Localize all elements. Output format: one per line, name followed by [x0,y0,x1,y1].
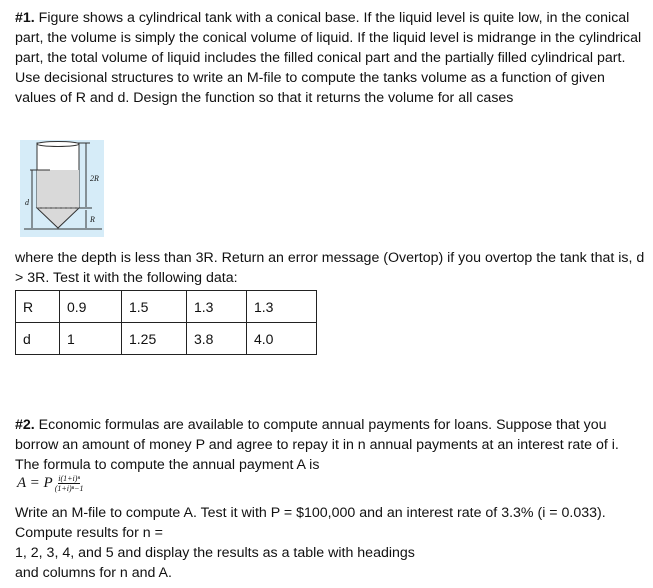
label-d: d [25,198,29,207]
problem-1-text-2: where the depth is less than 3R. Return an error message (Overtop) if you overtop the tank that is, d > 3R. Test it with the following data: [15,250,645,286]
table-cell: 1.5 [122,291,187,323]
formula-denominator: (1+i)ⁿ−1 [54,484,84,493]
table-cell: 4.0 [247,323,317,355]
problem-2-text [15,415,645,475]
problem-1-instructions: Use decisional structures to write an M-file to compute the tanks volume as a function of given values of R and d. Design the function so that it returns the volume for all cases [15,70,605,106]
payment-formula [17,474,84,493]
problem-1-body: Figure shows a cylindrical tank with a conical base. If the liquid level is quite low, in the conical part, the volume is simply the conical volume of liquid. If the liquid level is midrange in the cylindrical part, the total volume of liquid includes the filled conical part and the partially filled cylindrical part. [15,10,642,66]
problem-2-instructions-2: 1, 2, 3, 4, and 5 and display the results as a table with headings [15,545,415,561]
tank-figure [20,140,104,237]
problem-1-label: #1. [15,10,35,26]
table-cell: 3.8 [187,323,247,355]
problem-2-instructions-3: and columns for n and A. [15,565,172,581]
table-cell: 1 [60,323,122,355]
table-cell: R [16,291,60,323]
label-2r: 2R [90,174,99,183]
table-row [16,291,317,323]
data-table [15,290,317,355]
formula-lhs: A = P [17,475,53,491]
table-cell: 1.3 [187,291,247,323]
problem-2-instructions: Write an M-file to compute A. Test it with P = $100,000 and an interest rate of 3.3% (i = 0.033). Compute results for n = [15,505,606,541]
formula-numerator: i(1+i)ⁿ [58,474,80,483]
problem-2-label: #2. [15,417,35,433]
problem-1-text [15,8,645,108]
table-row [16,323,317,355]
table-cell: 1.3 [247,291,317,323]
problem-2-body: Economic formulas are available to compute annual payments for loans. Suppose that you borrow an amount of money P and agree to repay it in n annual payments at an interest rate of i. The formula to compute the annual payment A is [15,417,619,473]
label-r: R [90,215,95,224]
table-cell: 1.25 [122,323,187,355]
table-cell: d [16,323,60,355]
table-cell: 0.9 [60,291,122,323]
